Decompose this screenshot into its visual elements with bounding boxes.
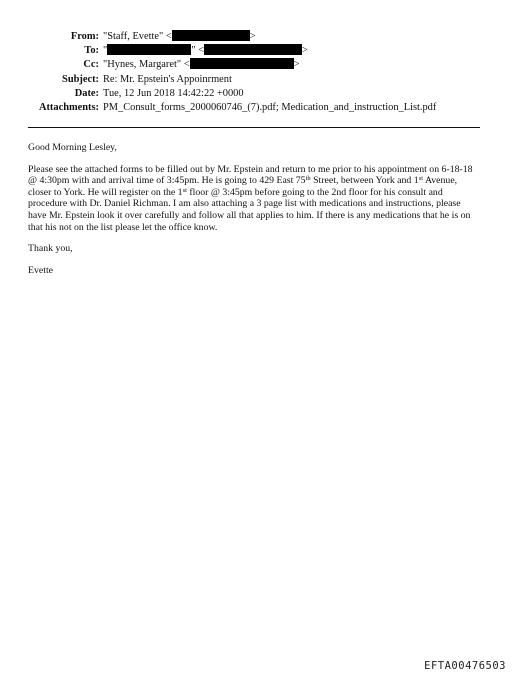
- email-header: [0, 30, 512, 115]
- signature: Evette: [28, 264, 54, 276]
- body-paragraph: Please see the attached forms to be filled out by Mr. Epstein and return to me prior to his appointment on 6-18-18 @ 4:30pm with and arrival time of 3:45pm. He is going to 429 East 75th Street, between York and 1st Avenue, closer to York. He will register on the 1st floor @ 3:45pm before going to the 2nd floor for his consult and procedure with Dr. Daniel Richman. I am also attaching a 3 page list with medications and instructions, please have Mr. Epstein look it over carefully and follow all that applies to him. If there is any medications that he is on that his not on the list please let the office know.: [28, 163, 473, 233]
- from-label: From:: [70, 31, 99, 42]
- from-value: "Staff, Evette" < >: [103, 31, 256, 42]
- cc-value: "Hynes, Margaret" < >: [103, 59, 300, 71]
- email-body: [28, 142, 480, 286]
- attachments-row: [0, 101, 512, 115]
- attachments-label: Attachments:: [38, 102, 99, 114]
- header-divider: [28, 127, 480, 128]
- bates-number: EFTA00476503: [424, 660, 506, 672]
- redaction-block: [204, 44, 302, 55]
- cc-row: [0, 58, 512, 72]
- redaction-block: [190, 58, 294, 69]
- date-value: Tue, 12 Jun 2018 14:42:22 +0000: [103, 87, 244, 99]
- to-row: [0, 44, 512, 58]
- subject-label: Subject:: [62, 73, 99, 85]
- redaction-block: [107, 44, 191, 55]
- attachments-value: PM_Consult_forms_2000060746_(7).pdf; Medication_and_instruction_List.pdf: [103, 102, 437, 114]
- date-label: Date:: [74, 87, 99, 99]
- date-row: [0, 87, 512, 101]
- greeting: Good Morning Lesley,: [28, 142, 117, 153]
- subject-row: [0, 73, 512, 87]
- subject-value: Re: Mr. Epstein's Appoinrment: [103, 73, 232, 85]
- redaction-block: [172, 30, 250, 41]
- to-value: " " < >: [103, 45, 308, 57]
- to-label: To:: [84, 45, 99, 57]
- from-row: [0, 30, 512, 44]
- closing: Thank you,: [28, 243, 73, 255]
- cc-label: Cc:: [83, 59, 99, 71]
